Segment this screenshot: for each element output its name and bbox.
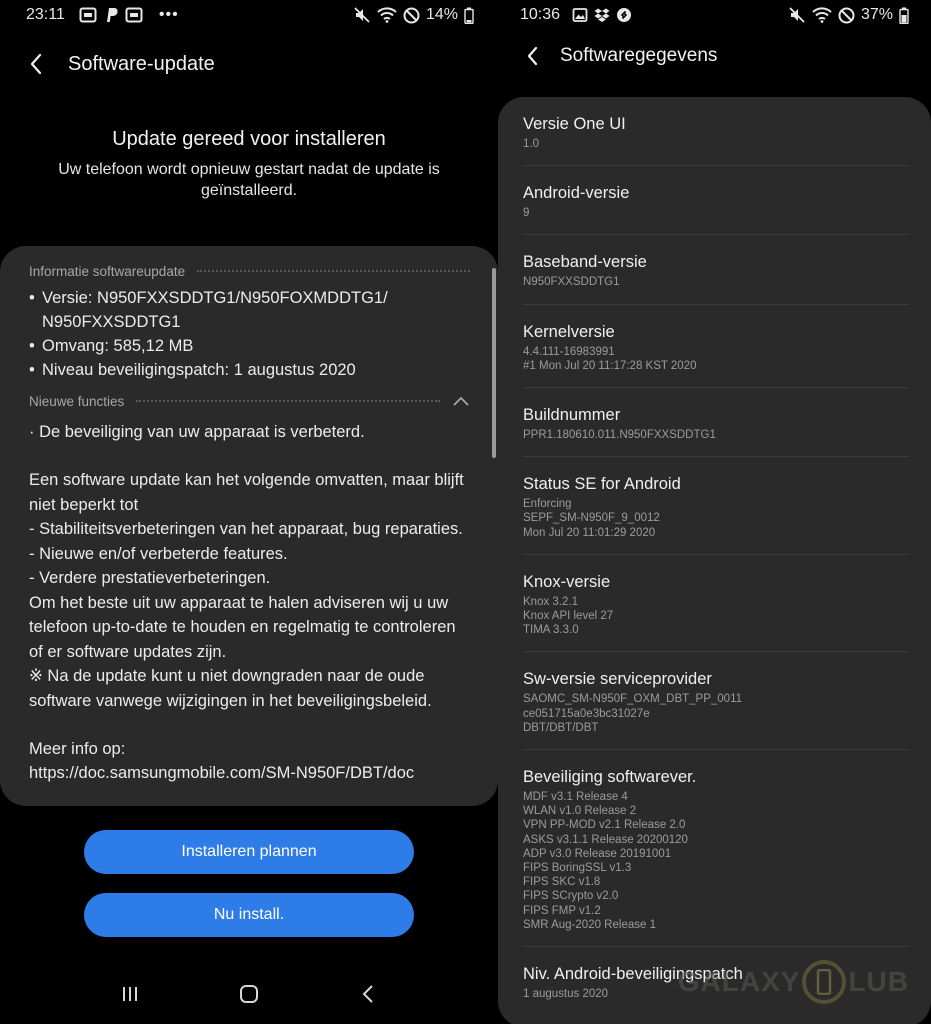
back-icon (361, 983, 375, 1005)
shazam-icon (616, 7, 632, 23)
update-ready-subtitle: Uw telefoon wordt opnieuw gestart nadat de update is geïnstalleerd. (58, 161, 440, 199)
install-now-button[interactable]: Nu install. (84, 893, 414, 937)
row-title: Baseband-versie (523, 253, 647, 272)
row-value: 9 (523, 207, 530, 220)
paypal-icon (103, 6, 119, 24)
software-info-row[interactable] (523, 305, 909, 388)
update-ready-header (0, 128, 498, 201)
recents-icon (120, 985, 140, 1003)
outlook-icon (79, 6, 97, 24)
battery-icon (464, 7, 474, 24)
back-nav-button[interactable] (348, 974, 388, 1014)
row-value: 1.0 (523, 138, 539, 150)
software-info-row[interactable] (523, 235, 909, 304)
battery-percentage: 37% (860, 6, 893, 23)
section-divider (136, 400, 440, 402)
status-time: 23:11 (26, 6, 65, 23)
back-button[interactable] (520, 44, 544, 68)
list-item: • Niveau beveiligingspatch: 1 augustus 2020 (29, 358, 470, 382)
new-features-header[interactable] (29, 392, 470, 410)
software-info-row[interactable] (523, 750, 909, 947)
software-info-row[interactable] (523, 652, 909, 750)
do-not-disturb-icon (838, 7, 855, 24)
mute-icon (353, 6, 371, 24)
status-bar (498, 0, 931, 30)
mute-icon (788, 6, 806, 24)
list-item: • Versie: N950FXXSDDTG1/N950FOXMDDTG1/ N950FXXSDDTG1 (29, 286, 470, 334)
software-info-list[interactable] (498, 97, 931, 1024)
outlook-icon (125, 6, 143, 24)
gallery-icon (572, 7, 588, 23)
row-title: Kernelversie (523, 322, 615, 341)
wifi-icon (812, 7, 832, 23)
home-button[interactable] (229, 974, 269, 1014)
status-time: 10:36 (520, 6, 561, 23)
update-info-list (29, 286, 470, 382)
app-bar (498, 38, 931, 74)
page-title: Software-update (68, 52, 215, 75)
row-title: Android-versie (523, 184, 630, 203)
row-title: Beveiliging softwarever. (523, 768, 697, 787)
scrollbar[interactable] (492, 268, 496, 458)
row-title: Versie One UI (523, 115, 626, 133)
row-title: Knox-versie (523, 572, 611, 591)
info-section-title: Informatie softwareupdate (29, 263, 186, 279)
more-notifications-indicator: ••• (158, 6, 179, 23)
row-value: MDF v3.1 Release 4 WLAN v1.0 Release 2 VPN PP-MOD v2.1 Release 2.0 ASKS v3.1.1 Release 20200120 ADP v3.0 Release 20191001 FIPS BoringSSL v1.3 FIPS SKC v1.8 FIPS SCrypto v2.0 FIPS FMP v1.2 SMR Aug-2020 Release 1 (523, 791, 688, 931)
battery-percentage: 14% (425, 6, 458, 23)
schedule-install-button[interactable]: Installeren plannen (84, 830, 414, 874)
galaxyclub-watermark (678, 960, 909, 1004)
feature-text: · De beveiliging van uw apparaat is verbeterd. (29, 423, 365, 441)
wifi-icon (377, 7, 397, 23)
list-item: • Omvang: 585,12 MB (29, 334, 470, 358)
dropbox-icon (594, 7, 610, 23)
software-info-row[interactable] (523, 97, 909, 166)
back-arrow-icon (29, 53, 43, 75)
section-divider (197, 270, 470, 272)
software-info-row[interactable] (523, 457, 909, 555)
watermark-text-part2: LUB (848, 966, 909, 997)
row-value: 1 augustus 2020 (523, 988, 609, 1001)
row-title: Status SE for Android (523, 475, 681, 494)
more-info-label: Meer info op: (29, 740, 126, 758)
back-button[interactable] (24, 52, 48, 76)
page-title: Softwaregegevens (560, 45, 718, 66)
row-value: 4.4.111-16983991 #1 Mon Jul 20 11:17:28 KST 2020 (523, 345, 697, 372)
more-info-link[interactable]: https://doc.samsungmobile.com/SM-N950F/DBT/doc (29, 764, 415, 782)
app-bar (0, 46, 498, 82)
battery-icon (899, 7, 909, 24)
status-bar (0, 0, 498, 30)
new-features-title: Nieuwe functies (29, 393, 125, 409)
watermark-logo-icon (802, 960, 846, 1004)
update-ready-title: Update gereed voor installeren (112, 128, 386, 150)
row-value: Knox 3.2.1 Knox API level 27 TIMA 3.3.0 (523, 595, 614, 637)
software-info-row[interactable] (523, 166, 909, 235)
row-title: Buildnummer (523, 406, 621, 425)
update-description: Een software update kan het volgende omvatten, maar blijft niet beperkt tot - Stabiliteitsverbeteringen van het apparaat, bug reparaties. - Nieuwe en/of verbeterde features. - Verdere prestatieverbeteringen. Om het beste uit uw apparaat te halen adviseren wij u uw telefoon up-to-date te houden en regelmatig te controleren of er software updates zijn. ※ Na de update kunt u niet downgraden naar de oude software vanwege wijzigingen in het beveiligingsbeleid. (29, 471, 464, 710)
software-info-row[interactable] (523, 388, 909, 457)
row-value: Enforcing SEPF_SM-N950F_9_0012 Mon Jul 20 11:01:29 2020 (523, 498, 660, 539)
watermark-text-part1: GALAXY (677, 966, 801, 997)
recents-button[interactable] (110, 974, 150, 1014)
back-arrow-icon (525, 45, 539, 67)
info-section-header (29, 262, 470, 280)
chevron-up-icon[interactable] (452, 395, 470, 407)
row-value: PPR1.180610.011.N950FXXSDDTG1 (523, 429, 716, 442)
row-value: N950FXXSDDTG1 (523, 276, 620, 289)
right-phone-screen (498, 0, 931, 1024)
do-not-disturb-icon (403, 7, 420, 24)
home-icon (238, 983, 260, 1005)
navigation-bar (0, 964, 498, 1024)
row-value: SAOMC_SM-N950F_OXM_DBT_PP_0011 ce051715a0e3bc31027e DBT/DBT/DBT (523, 693, 743, 734)
row-title: Niv. Android-beveiligingspatch (523, 965, 743, 984)
row-title: Sw-versie serviceprovider (523, 670, 712, 689)
update-info-card[interactable] (0, 246, 498, 806)
software-info-row[interactable] (523, 555, 909, 653)
